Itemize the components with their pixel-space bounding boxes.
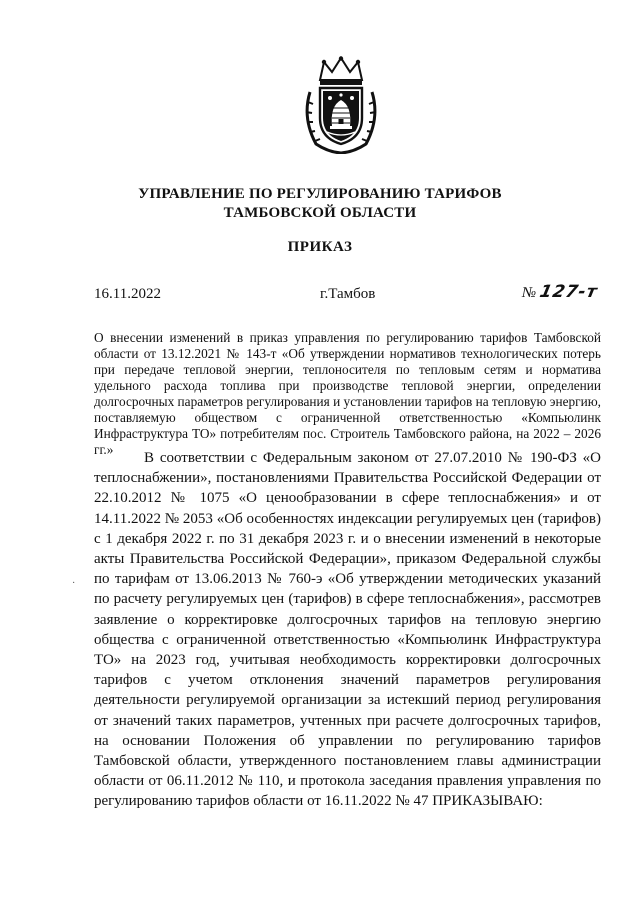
- document-number-handwritten: 127-т: [538, 282, 600, 302]
- document-number: [522, 282, 598, 302]
- coat-of-arms-icon: [300, 56, 382, 154]
- scan-mark: ·: [72, 578, 76, 589]
- document-subject: О внесении изменений в приказ управления по регулированию тарифов Тамбовской области от 13.12.2021 № 143-т «Об утверждении нормативов технологических потерь при передаче тепловой энергии, теплоносителя по тепловым сетям и норматива удельного расхода топлива при производстве тепловой энергии, определении долгосрочных параметров регулирования и установлении тарифов на тепловую энергию, поставляемую обществом с ограниченной ответственностью «Компьюлинк Инфраструктура ТО» потребителям пос. Строитель Тамбовского района, на 2022 – 2026 гг.»: [94, 330, 601, 457]
- document-body-paragraph: В соответствии с Федеральным законом от 27.07.2010 № 190-ФЗ «О теплоснабжении», постановлениями Правительства Российской Федерации от 22.10.2012 № 1075 «О ценообразовании в сфере теплоснабжения» и от 14.11.2022 № 2053 «Об особенностях индексации регулируемых цен (тарифов) с 1 декабря 2022 г. по 31 декабря 2023 г. и о внесении изменений в некоторые акты Правительства Российской Федерации», приказом Федеральной службы по тарифам от 13.06.2013 № 760-э «Об утверждении методических указаний по расчету регулируемых цен (тарифов) в сфере теплоснабжения», рассмотрев заявление о корректировке долгосрочных тарифов на тепловую энергию общества с ограниченной ответственностью «Компьюлинк Инфраструктура ТО» на 2023 год, учитывая необходимость корректировки долгосрочных тарифов с учетом отклонения значений параметров регулирования деятельности регулируемой организации за истекший период регулирования от значений таких параметров, учтенных при расчете долгосрочных тарифов, на основании Положения об управлении по регулированию тарифов Тамбовской области, утвержденного постановлением главы администрации области от 06.11.2012 № 110, и протокола заседания правления управления по регулированию тарифов области от 16.11.2022 № 47 ПРИКАЗЫВАЮ:: [94, 450, 601, 810]
- document-date: 16.11.2022: [94, 286, 161, 302]
- document-number-label: №: [522, 285, 537, 301]
- organization-name-line2: ТАМБОВСКОЙ ОБЛАСТИ: [223, 205, 417, 221]
- document-type-title: ПРИКАЗ: [287, 239, 353, 255]
- organization-name-line1: УПРАВЛЕНИЕ ПО РЕГУЛИРОВАНИЮ ТАРИФОВ: [138, 186, 502, 202]
- document-place: г.Тамбов: [320, 286, 376, 302]
